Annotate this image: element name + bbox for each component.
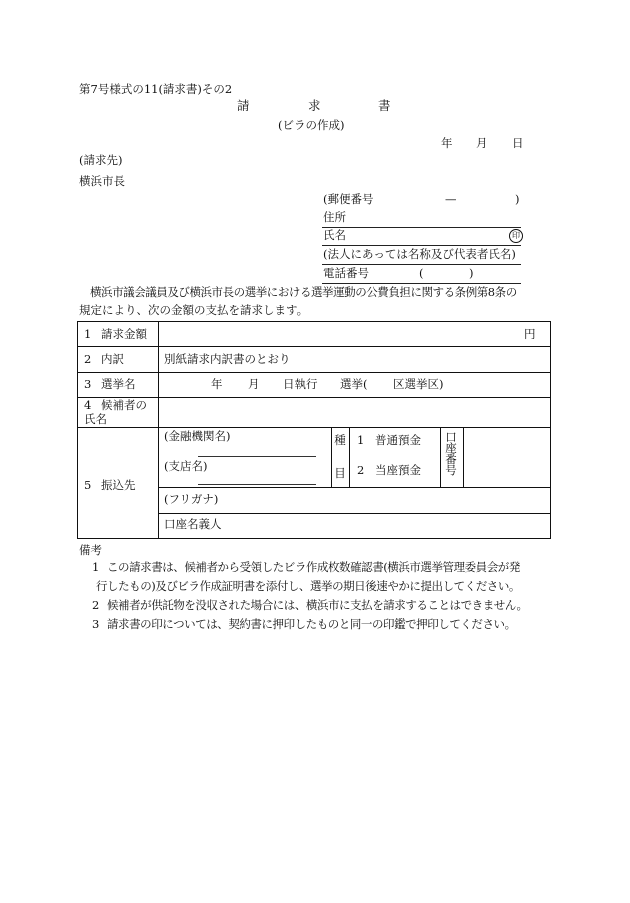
corp-note: (法人にあっては名称及び代表者氏名) (323, 247, 516, 261)
row-divider (78, 427, 550, 428)
document-subtitle: (ビラの作成) (278, 118, 345, 132)
account-holder-label: 口座名義人 (164, 517, 222, 531)
postal-close: ) (515, 192, 520, 206)
election-district: 区選挙区) (393, 377, 444, 391)
name-label: 氏名 (323, 228, 346, 242)
date-year: 年 (441, 136, 453, 150)
account-number-field[interactable] (466, 429, 548, 485)
intro-line-1: 横浜市議会議員及び横浜市長の選挙における選挙運動の公費負担に関する条例第8条の (90, 285, 517, 299)
election-month: 月 (248, 377, 260, 391)
col-divider (331, 427, 332, 487)
candidate-name-field[interactable] (160, 399, 548, 425)
option-current-deposit[interactable]: 当座預金 (375, 463, 421, 477)
type-char: 目 (334, 466, 346, 480)
type-label (334, 435, 346, 446)
row-number: 2 (84, 352, 92, 366)
postal-label: (郵便番号 (323, 192, 374, 206)
date-day: 日 (512, 136, 524, 150)
yen-unit: 円 (524, 327, 536, 341)
note-text: この請求書は、候補者から受領したビラ作成枚数確認書(横浜市選挙管理委員会が発 (107, 560, 520, 574)
breakdown-value: 別紙請求内訳書のとおり (164, 352, 291, 366)
form-number: 第7号様式の11(請求書)その2 (79, 82, 233, 96)
note-text: 請求書の印については、契約書に押印したものと同一の印鑑で押印してください。 (107, 617, 516, 631)
election-day: 日執行 (283, 377, 318, 391)
row-divider (158, 487, 550, 488)
bank-underline (198, 456, 316, 457)
account-char: 口 (445, 430, 457, 444)
row-label: 候補者の (101, 398, 147, 412)
furigana-label: (フリガナ) (164, 492, 219, 506)
account-number-label (445, 432, 457, 476)
col-divider (349, 427, 350, 487)
col-divider (440, 427, 441, 487)
account-char: 座 (445, 441, 457, 455)
row-label: 請求金額 (101, 327, 147, 341)
note-number: 3 (92, 617, 100, 631)
note-text-cont: 行したもの)及びビラ作成証明書を添付し、選挙の期日後速やかに提出してください。 (96, 579, 520, 593)
election-type: 選挙( (340, 377, 368, 391)
row-number: 4 (84, 398, 92, 412)
col-divider (158, 322, 159, 538)
phone-label: 電話番号 (323, 266, 369, 280)
date-month: 月 (476, 136, 488, 150)
row-number: 1 (84, 327, 92, 341)
address-label: 住所 (323, 210, 346, 224)
branch-label: (支店名) (164, 459, 208, 473)
row-number: 3 (84, 377, 92, 391)
row-label: 内訳 (101, 352, 124, 366)
row-label: 選挙名 (101, 377, 136, 391)
title-char-2: 求 (308, 98, 321, 113)
recipient: 横浜市長 (79, 174, 125, 188)
title-char-3: 書 (378, 98, 391, 113)
claim-amount-field[interactable] (160, 324, 520, 344)
phone-open: ( (419, 266, 424, 280)
row-divider (158, 513, 550, 514)
row-divider (78, 372, 550, 373)
option-1-number: 1 (357, 433, 365, 447)
row-number: 5 (84, 478, 92, 492)
row-divider (78, 346, 550, 347)
option-ordinary-deposit[interactable]: 普通預金 (375, 433, 421, 447)
phone-close: ) (469, 266, 474, 280)
election-year: 年 (211, 377, 223, 391)
name-underline (322, 245, 521, 246)
notes-title: 備考 (79, 543, 102, 557)
account-char: 号 (445, 463, 457, 477)
title-char-1: 請 (237, 98, 250, 113)
branch-underline (198, 484, 316, 485)
note-number: 2 (92, 598, 100, 612)
col-divider (463, 427, 464, 487)
row-divider (78, 397, 550, 398)
note-text: 候補者が供託物を没収された場合には、横浜市に支払を請求することはできません。 (107, 598, 528, 612)
seal-mark: 印 (509, 229, 523, 243)
intro-line-2: 規定により、次の金額の支払を請求します。 (79, 303, 309, 317)
phone-underline (322, 283, 521, 284)
row-label-cont: 氏名 (84, 412, 107, 426)
recipient-label: (請求先) (79, 153, 123, 167)
type-char: 種 (334, 433, 346, 447)
bank-label: (金融機関名) (164, 429, 231, 443)
claim-table (77, 321, 551, 539)
row-label: 振込先 (101, 478, 136, 492)
type-label-2 (334, 468, 346, 479)
note-number: 1 (92, 560, 100, 574)
address-underline (322, 227, 521, 228)
postal-dash: — (445, 192, 457, 206)
corp-underline (322, 264, 521, 265)
account-char: 番 (445, 452, 457, 466)
option-2-number: 2 (357, 463, 365, 477)
